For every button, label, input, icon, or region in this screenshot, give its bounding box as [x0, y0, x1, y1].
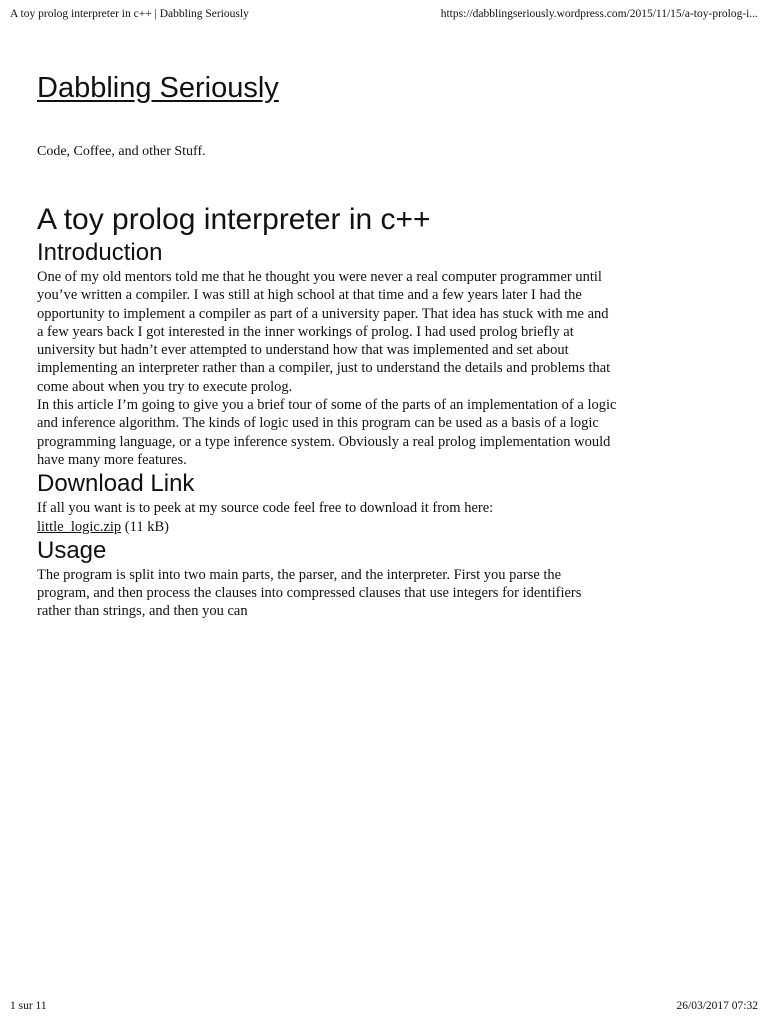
- print-header: [10, 8, 758, 26]
- introduction-heading: Introduction: [37, 239, 163, 266]
- introduction-paragraph-2: In this article I’m going to give you a brief tour of some of the parts of an implementation of a logic and inference algorithm. The kinds of logic used in this program can be used as a basis of a logic programming language, or a type inference system. Obviously a real prolog implementation would have many more features.: [37, 397, 617, 468]
- usage-paragraph: The program is split into two main parts, the parser, and the interpreter. First you parse the program, and then process the clauses into compressed clauses that use integers for identifiers rather than strings, and then you can: [37, 566, 582, 620]
- download-size: (11 kB): [121, 518, 169, 535]
- site-tagline: Code, Coffee, and other Stuff.: [37, 144, 206, 159]
- page-content: [37, 70, 617, 621]
- download-line: [37, 518, 617, 536]
- download-paragraph: If all you want is to peek at my source code feel free to download it from here:: [37, 500, 494, 517]
- site-title-link[interactable]: Dabbling Seriously: [37, 72, 279, 104]
- print-date: 26/03/2017 07:32: [676, 1000, 758, 1012]
- introduction-paragraph-1: One of my old mentors told me that he thought you were never a real computer programmer until you’ve written a compiler. I was still at high school at that time and a few years later I had the opportunity to implement a compiler as part of a university paper. That idea has stuck with me and a few years back I got interested in the inner workings of prolog. I had used prolog briefly at university but hadn’t ever attempted to understand how that was implemented and set about implementing an interpreter rather than a compiler, just to understand the details and problems that come about when you try to execute prolog.: [37, 269, 611, 395]
- print-header-url: https://dabblingseriously.wordpress.com/2015/11/15/a-toy-prolog-i...: [440, 8, 758, 20]
- download-heading: Download Link: [37, 470, 195, 498]
- post-title: A toy prolog interpreter in c++: [37, 203, 431, 236]
- site-title: [37, 70, 617, 106]
- usage-heading: Usage: [37, 536, 107, 564]
- print-footer: [10, 1000, 758, 1016]
- page-count: 1 sur 11: [10, 1000, 47, 1012]
- download-link[interactable]: little_logic.zip: [37, 518, 122, 535]
- print-header-title: A toy prolog interpreter in c++ | Dabbling Seriously: [10, 8, 249, 20]
